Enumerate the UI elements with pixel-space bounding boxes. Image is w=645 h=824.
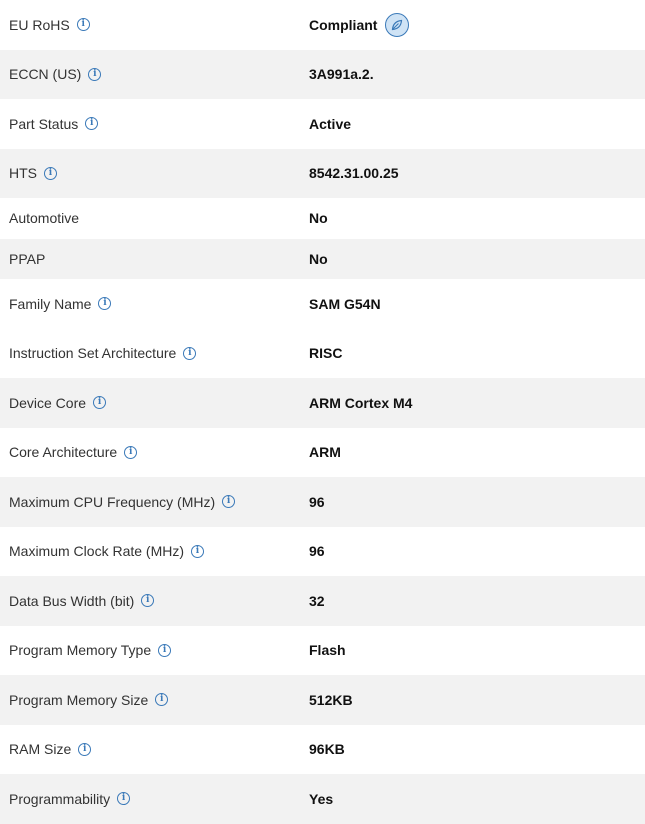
info-icon[interactable]: i bbox=[222, 495, 235, 508]
spec-row-program-memory-size bbox=[0, 675, 645, 725]
spec-value: No bbox=[309, 210, 328, 227]
spec-value-cell bbox=[309, 116, 645, 132]
spec-value-cell bbox=[309, 13, 645, 37]
spec-value-cell bbox=[309, 593, 645, 609]
spec-value: 32 bbox=[309, 592, 325, 609]
spec-label-cell bbox=[0, 642, 309, 658]
spec-row-isa bbox=[0, 329, 645, 379]
spec-value: ARM Cortex M4 bbox=[309, 394, 413, 411]
spec-label-cell bbox=[0, 345, 309, 361]
spec-row-data-bus-width bbox=[0, 576, 645, 626]
spec-label-cell bbox=[0, 593, 309, 609]
spec-row-ppap bbox=[0, 239, 645, 280]
spec-value: Yes bbox=[309, 790, 334, 807]
spec-label-cell bbox=[0, 66, 309, 82]
spec-label-cell bbox=[0, 395, 309, 411]
info-icon[interactable]: i bbox=[93, 396, 106, 409]
spec-row-programmability bbox=[0, 774, 645, 824]
info-icon[interactable]: i bbox=[155, 693, 168, 706]
info-icon[interactable]: i bbox=[191, 545, 204, 558]
spec-row-automotive bbox=[0, 198, 645, 239]
spec-label: RAM Size bbox=[9, 741, 72, 758]
info-icon[interactable]: i bbox=[85, 117, 98, 130]
spec-label-cell bbox=[0, 251, 309, 267]
spec-value-cell bbox=[309, 642, 645, 658]
spec-label: Family Name bbox=[9, 295, 92, 312]
spec-value-cell bbox=[309, 543, 645, 559]
spec-label-cell bbox=[0, 296, 309, 312]
spec-label: Maximum CPU Frequency (MHz) bbox=[9, 493, 216, 510]
spec-row-ram-size bbox=[0, 725, 645, 775]
spec-value-cell bbox=[309, 296, 645, 312]
spec-label: Device Core bbox=[9, 394, 87, 411]
spec-label-cell bbox=[0, 210, 309, 226]
spec-label: Program Memory Type bbox=[9, 642, 152, 659]
spec-value: No bbox=[309, 250, 328, 267]
spec-value-cell bbox=[309, 494, 645, 510]
spec-value-cell bbox=[309, 395, 645, 411]
spec-label-cell bbox=[0, 692, 309, 708]
spec-label: Data Bus Width (bit) bbox=[9, 592, 135, 609]
spec-value: Compliant bbox=[309, 16, 378, 33]
spec-row-eu-rohs bbox=[0, 0, 645, 50]
spec-value-cell bbox=[309, 444, 645, 460]
spec-label: Maximum Clock Rate (MHz) bbox=[9, 543, 185, 560]
spec-value-cell bbox=[309, 251, 645, 267]
spec-row-eccn bbox=[0, 50, 645, 100]
spec-value: SAM G54N bbox=[309, 295, 381, 312]
spec-value-cell bbox=[309, 791, 645, 807]
spec-value: 512KB bbox=[309, 691, 353, 708]
spec-row-device-core bbox=[0, 378, 645, 428]
spec-label: PPAP bbox=[9, 250, 46, 267]
spec-row-max-cpu-frequency bbox=[0, 477, 645, 527]
spec-label-cell bbox=[0, 116, 309, 132]
spec-value-cell bbox=[309, 741, 645, 757]
spec-label-cell bbox=[0, 494, 309, 510]
spec-label: HTS bbox=[9, 165, 37, 182]
info-icon[interactable]: i bbox=[44, 167, 57, 180]
spec-row-family-name bbox=[0, 279, 645, 329]
spec-label-cell bbox=[0, 741, 309, 757]
spec-value: Flash bbox=[309, 642, 346, 659]
spec-value-cell bbox=[309, 345, 645, 361]
spec-label: Automotive bbox=[9, 210, 80, 227]
spec-label: EU RoHS bbox=[9, 16, 70, 33]
spec-value: 8542.31.00.25 bbox=[309, 165, 399, 182]
spec-value: 3A991a.2. bbox=[309, 66, 374, 83]
spec-label: Part Status bbox=[9, 115, 79, 132]
info-icon[interactable]: i bbox=[78, 743, 91, 756]
spec-value: 96KB bbox=[309, 741, 345, 758]
spec-value-cell bbox=[309, 66, 645, 82]
info-icon[interactable]: i bbox=[88, 68, 101, 81]
info-icon[interactable]: i bbox=[98, 297, 111, 310]
info-icon[interactable]: i bbox=[158, 644, 171, 657]
spec-value: 96 bbox=[309, 543, 325, 560]
spec-value: Active bbox=[309, 115, 352, 132]
spec-value-cell bbox=[309, 210, 645, 226]
spec-label: Program Memory Size bbox=[9, 691, 149, 708]
info-icon[interactable]: i bbox=[117, 792, 130, 805]
spec-label: Instruction Set Architecture bbox=[9, 345, 177, 362]
spec-value-cell bbox=[309, 692, 645, 708]
spec-label-cell bbox=[0, 791, 309, 807]
spec-row-part-status bbox=[0, 99, 645, 149]
spec-value-cell bbox=[309, 165, 645, 181]
spec-row-core-architecture bbox=[0, 428, 645, 478]
spec-value: 96 bbox=[309, 493, 325, 510]
spec-row-program-memory-type bbox=[0, 626, 645, 676]
spec-row-hts bbox=[0, 149, 645, 199]
spec-label-cell bbox=[0, 444, 309, 460]
info-icon[interactable]: i bbox=[124, 446, 137, 459]
info-icon[interactable]: i bbox=[141, 594, 154, 607]
leaf-icon bbox=[385, 13, 409, 37]
spec-label: ECCN (US) bbox=[9, 66, 82, 83]
spec-label: Programmability bbox=[9, 790, 111, 807]
spec-value: ARM bbox=[309, 444, 341, 461]
spec-label-cell bbox=[0, 17, 309, 33]
info-icon[interactable]: i bbox=[77, 18, 90, 31]
spec-row-max-clock-rate bbox=[0, 527, 645, 577]
spec-label-cell bbox=[0, 165, 309, 181]
info-icon[interactable]: i bbox=[183, 347, 196, 360]
spec-label: Core Architecture bbox=[9, 444, 118, 461]
spec-label-cell bbox=[0, 543, 309, 559]
spec-value: RISC bbox=[309, 345, 343, 362]
